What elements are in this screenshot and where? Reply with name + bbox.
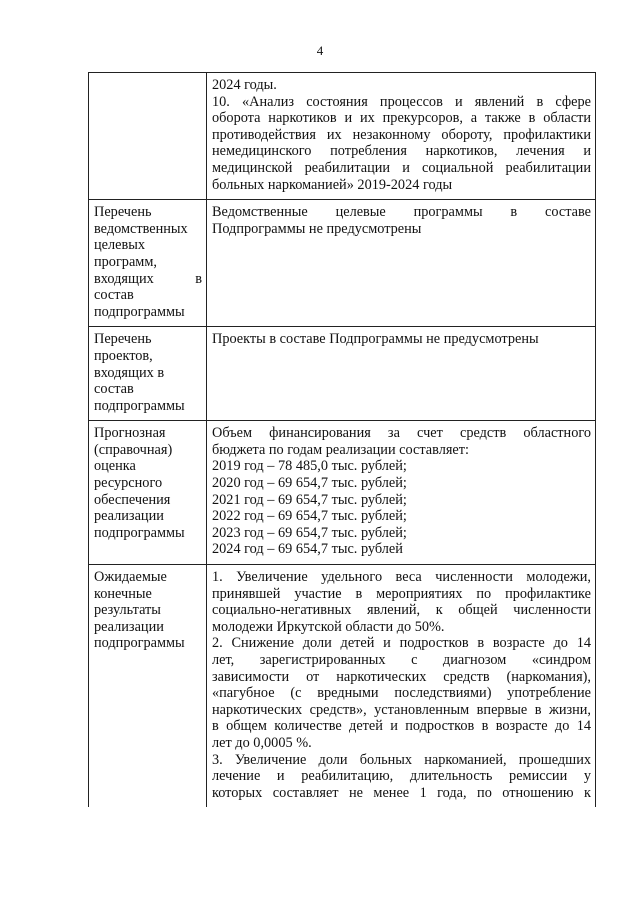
text-line: лет, зарегистрированных с диагнозом «синдром [212, 652, 591, 668]
text-line: 3. Увеличение доли больных наркоманией, прошедших [212, 751, 591, 768]
text-line: 2. Снижение доли детей и подростков в возрасте до 14 [212, 635, 591, 652]
page-number: 4 [316, 43, 324, 58]
row-content-expected-results [207, 565, 596, 808]
row-label-departmental-programs [89, 200, 207, 327]
table-row-departmental-programs [89, 200, 596, 327]
text-line: 2024 годы. [212, 77, 277, 93]
funding-year-2019: 2019 год – 78 485,0 тыс. рублей; [212, 458, 407, 475]
text-line: лечение и реабилитацию, длительность ремиссии у [212, 768, 591, 785]
text-line: 1. Увеличение удельного веса численности молодежи, [212, 569, 591, 586]
text-line: оборота наркотиков и их прекурсоров, а также в области [212, 110, 591, 127]
label-line: подпрограммы [94, 397, 185, 414]
label-line: проектов, [94, 347, 153, 364]
passport-table [88, 72, 596, 807]
funding-year-2023: 2023 год – 69 654,7 тыс. рублей; [212, 524, 407, 541]
table-row-funding [89, 421, 596, 565]
label-line: Ожидаемые [94, 569, 167, 586]
label-line: оценка [94, 458, 136, 475]
funding-year-2020: 2020 год – 69 654,7 тыс. рублей; [212, 475, 407, 492]
text-line: принявшей участие в мероприятиях по профилактике [212, 585, 591, 602]
label-line: подпрограммы [94, 524, 185, 541]
label-line: (справочная) [94, 441, 173, 458]
label-line: Перечень [94, 204, 152, 221]
text-line: Проекты в составе Подпрограммы не предусмотрены [212, 331, 539, 348]
text-line: наркотических средств», установленным впервые в жизни, [212, 701, 591, 718]
text-line: Объем финансирования за счет средств областного [212, 425, 591, 442]
label-line: ведомственных [94, 220, 188, 237]
table-row-projects [89, 327, 596, 421]
label-line: реализации [94, 618, 164, 635]
row-label-funding [89, 421, 207, 565]
text-line: зависимости от наркотических средств (наркомания), [212, 668, 591, 685]
row-label-expected-results [89, 565, 207, 808]
label-line: результаты [94, 602, 161, 619]
text-line: бюджета по годам реализации составляет: [212, 441, 469, 458]
table-row-expected-results [89, 565, 596, 808]
label-line: обеспечения [94, 491, 171, 508]
label-line: конечные [94, 585, 152, 602]
table-row-period [89, 73, 596, 200]
funding-year-2024: 2024 год – 69 654,7 тыс. рублей [212, 541, 403, 558]
label-line: подпрограммы [94, 635, 185, 652]
text-line: медицинской реабилитации и социальной реабилитации [212, 159, 591, 176]
text-line: больных наркоманией» 2019-2024 годы [212, 176, 453, 193]
text-line: Ведомственные целевые программы в составе [212, 204, 591, 221]
text-line: Подпрограммы не предусмотрены [212, 220, 422, 237]
funding-year-2021: 2021 год – 69 654,7 тыс. рублей; [212, 491, 407, 508]
text-line: немедицинского потребления наркотиков, лечения и [212, 143, 591, 160]
row-label-empty [89, 73, 207, 200]
text-line: противодействия их незаконному обороту, профилактики [212, 126, 591, 143]
label-line: входящих в [94, 270, 202, 287]
label-line: программ, [94, 253, 157, 270]
text-line: «пагубное (с вредными последствиями) употребление [212, 685, 591, 702]
label-line: состав [94, 287, 134, 304]
row-content-departmental-programs [207, 200, 596, 327]
label-line: подпрограммы [94, 303, 185, 320]
label-line: реализации [94, 508, 164, 525]
text-line: в общем количестве детей и подростков в возрасте до 14 [212, 718, 591, 735]
row-content-funding [207, 421, 596, 565]
funding-year-2022: 2022 год – 69 654,7 тыс. рублей; [212, 508, 407, 525]
label-line: состав [94, 381, 134, 398]
label-line: ресурсного [94, 475, 163, 492]
label-line: входящих в [94, 364, 165, 381]
row-content-projects [207, 327, 596, 421]
label-line: Перечень [94, 331, 152, 348]
text-line: молодежи Иркутской области до 50%. [212, 618, 445, 635]
text-line: социально-негативных явлений, к общей численности [212, 602, 591, 619]
label-line: Прогнозная [94, 425, 166, 442]
text-line: 10. «Анализ состояния процессов и явлений в сфере [212, 93, 591, 110]
row-label-projects [89, 327, 207, 421]
text-line: лет до 0,0005 %. [212, 734, 312, 751]
text-line: которых составляет не менее 1 года, по отношению к [212, 784, 591, 801]
label-line: целевых [94, 237, 145, 254]
row-content-period [207, 73, 596, 200]
